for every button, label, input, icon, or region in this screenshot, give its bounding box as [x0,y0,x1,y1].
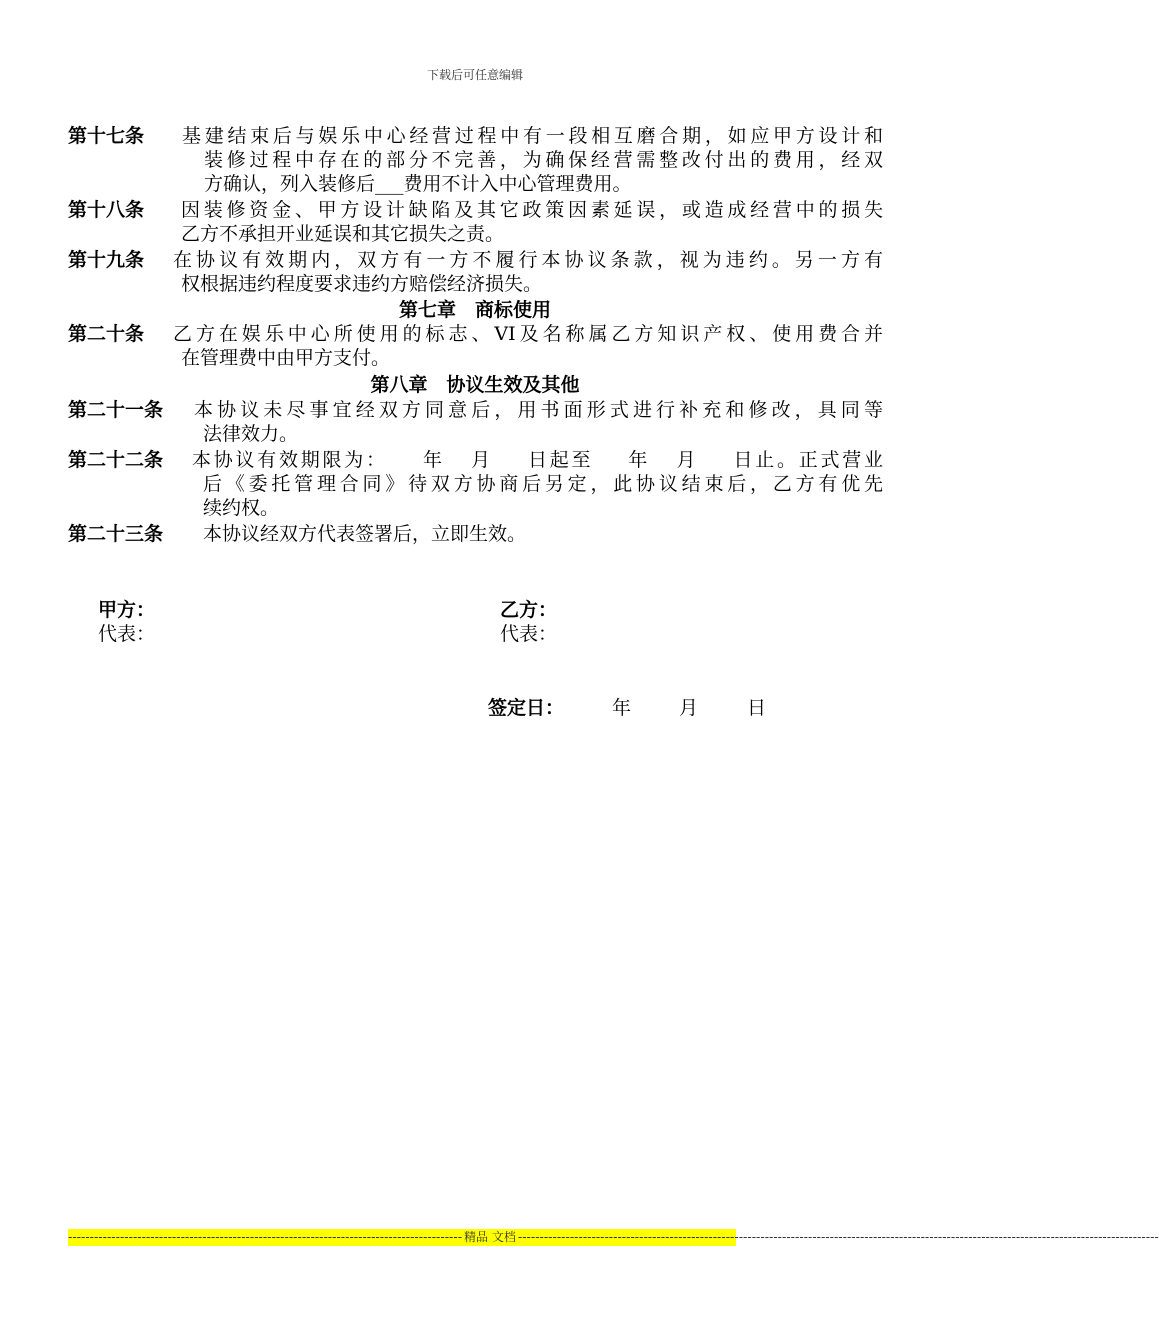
article-text-line: 在管理费中由甲方支付。 [181,347,391,369]
header-note: 下载后可任意编辑 [426,68,523,82]
article-text-line: 基建结束后与娱乐中心经营过程中有一段相互磨合期，如应甲方设计和 [182,125,883,147]
article-label: 第二十条 [68,323,145,345]
article-label: 第二十一条 [68,399,164,421]
footer-dashes-right: ---------------------------------------------------------------------------------------------------------------------------------------------------- [517,1230,1159,1244]
article-text-line: 本协议有效期限为： 年 月 日起至 年 月 日止。正式营业 [192,449,883,471]
chapter-8-heading: 第八章 协议生效及其他 [370,374,580,396]
article-19 [68,248,883,296]
party-a-representative-label: 代表： [98,623,156,645]
article-label: 第二十二条 [68,449,164,471]
article-text-line: 法律效力。 [203,423,299,445]
chapter-7-heading: 第七章 商标使用 [398,299,551,321]
signing-date-label: 签定日： [488,697,565,719]
article-text-line: 后《委托管理合同》待双方协商后另定，此协议结束后，乙方有优先 [203,473,883,495]
article-label: 第十七条 [68,125,145,147]
party-b-label: 乙方： [500,599,558,621]
article-17 [68,124,883,196]
article-label: 第十九条 [68,249,145,271]
article-label: 第二十三条 [68,523,164,545]
article-23 [68,522,883,546]
article-text-line: 乙方不承担开业延误和其它损失之责。 [181,223,505,245]
footer-text: 精品 文档 [464,1230,516,1244]
signing-date-day: 日 [747,697,767,719]
article-text-line: 方确认，列入装修后___费用不计入中心管理费用。 [204,173,632,195]
party-a-label: 甲方： [98,599,156,621]
article-text-line: 本协议未尽事宜经双方同意后，用书面形式进行补充和修改，具同等 [194,399,883,421]
article-text-line: 续约权。 [203,497,280,519]
article-text-line: 乙方在娱乐中心所使用的标志、VI及名称属乙方知识产权、使用费合并 [173,323,883,345]
article-21 [68,398,883,446]
article-22 [68,448,883,520]
article-text-line: 装修过程中存在的部分不完善，为确保经营需整改付出的费用，经双 [204,149,883,171]
article-label: 第十八条 [68,199,145,221]
article-text-line: 权根据违约程度要求违约方赔偿经济损失。 [181,273,543,295]
signing-date-year: 年 [612,697,632,719]
footer-dashes-left: ------------------------------------------------------------------------------------------- [68,1230,463,1244]
article-18 [68,198,883,246]
footer-watermark-bar [68,1229,1159,1246]
article-text-line: 在协议有效期内，双方有一方不履行本协议条款，视为违约。另一方有 [173,249,883,271]
article-text-line: 因装修资金、甲方设计缺陷及其它政策因素延误，或造成经营中的损失 [181,199,883,221]
article-text-line: 本协议经双方代表签署后，立即生效。 [203,523,527,545]
article-20 [68,322,883,370]
party-b-representative-label: 代表： [500,623,558,645]
signing-date-month: 月 [679,697,699,719]
